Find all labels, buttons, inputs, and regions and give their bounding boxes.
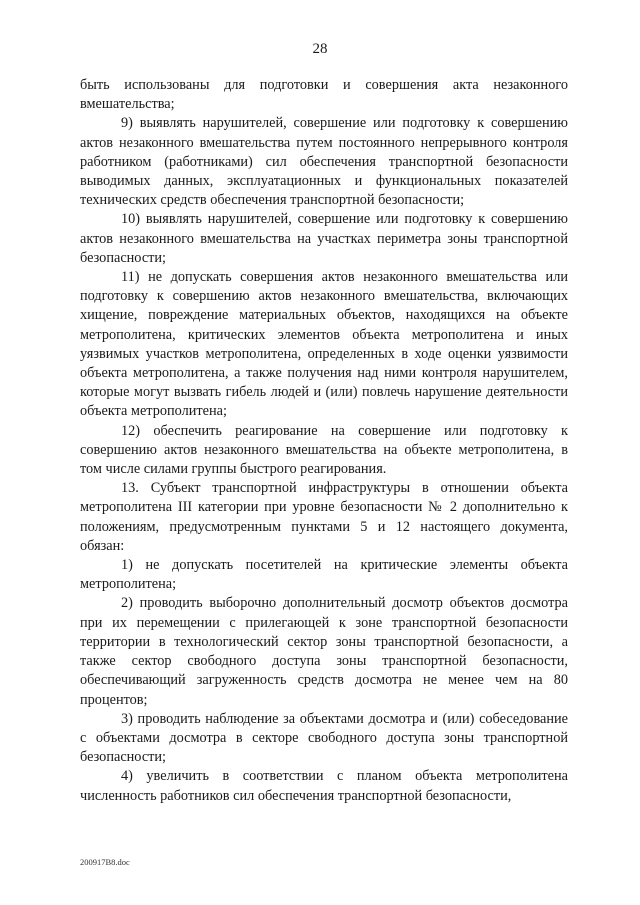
paragraph-item-9: 9) выявлять нарушителей, совершение или подготовку к совершению актов незаконного вмешательства путем постоянного непрерывного контроля работником (работниками) сил обеспечения транспортной безопасности выводимых данных, эксплуатационных и функциональных показателей технических средств обеспечения транспортной безопасности; [80, 115, 568, 209]
paragraph-continuation: быть использованы для подготовки и совершения акта незаконного вмешательства; [80, 77, 568, 113]
paragraph-item-10: 10) выявлять нарушителей, совершение или подготовку к совершению актов незаконного вмешательства на участках периметра зоны транспортной безопасности; [80, 211, 568, 266]
paragraph-section-13: 13. Субъект транспортной инфраструктуры в отношении объекта метрополитена III категории при уровне безопасности № 2 дополнительно к положениям, предусмотренным пунктами 5 и 12 настоящего документа, обязан: [80, 480, 568, 554]
paragraph-subitem-2: 2) проводить выборочно дополнительный досмотр объектов досмотра при их перемещении с прилегающей к зоне транспортной безопасности территории в технологический сектор зоны транспортной безопасности, а также сектор свободного доступа зоны транспортной безопасности, обеспечивающий загруженность средств досмотра не менее чем на 80 процентов; [80, 595, 568, 708]
paragraph-subitem-1: 1) не допускать посетителей на критические элементы объекта метрополитена; [80, 557, 568, 593]
paragraph-subitem-4: 4) увеличить в соответствии с планом объекта метрополитена численность работников сил обеспечения транспортной безопасности, [80, 768, 568, 804]
page-number: 28 [312, 41, 328, 57]
paragraph-item-11: 11) не допускать совершения актов незаконного вмешательства или подготовку к совершению актов незаконного вмешательства, включающих хищение, повреждение материальных объектов, находящихся на объекте метрополитена, критических элементов объекта метрополитена и иных уязвимых участков метрополитена, определенных в ходе оценки уязвимости объекта метрополитена, а также получения над ними контроля нарушителем, которые могут вызвать гибель людей и (или) повлечь нарушение деятельности объекта метрополитена; [80, 269, 568, 420]
document-body [80, 76, 568, 806]
paragraph-item-12: 12) обеспечить реагирование на совершение или подготовку к совершению актов незаконного вмешательства на объекте метрополитена, в том числе силами группы быстрого реагирования. [80, 422, 568, 478]
footer-filename: 200917B8.doc [80, 857, 130, 867]
paragraph-subitem-3: 3) проводить наблюдение за объектами досмотра и (или) собеседование с объектами досмотра в секторе свободного доступа зоны транспортной безопасности; [80, 710, 568, 766]
